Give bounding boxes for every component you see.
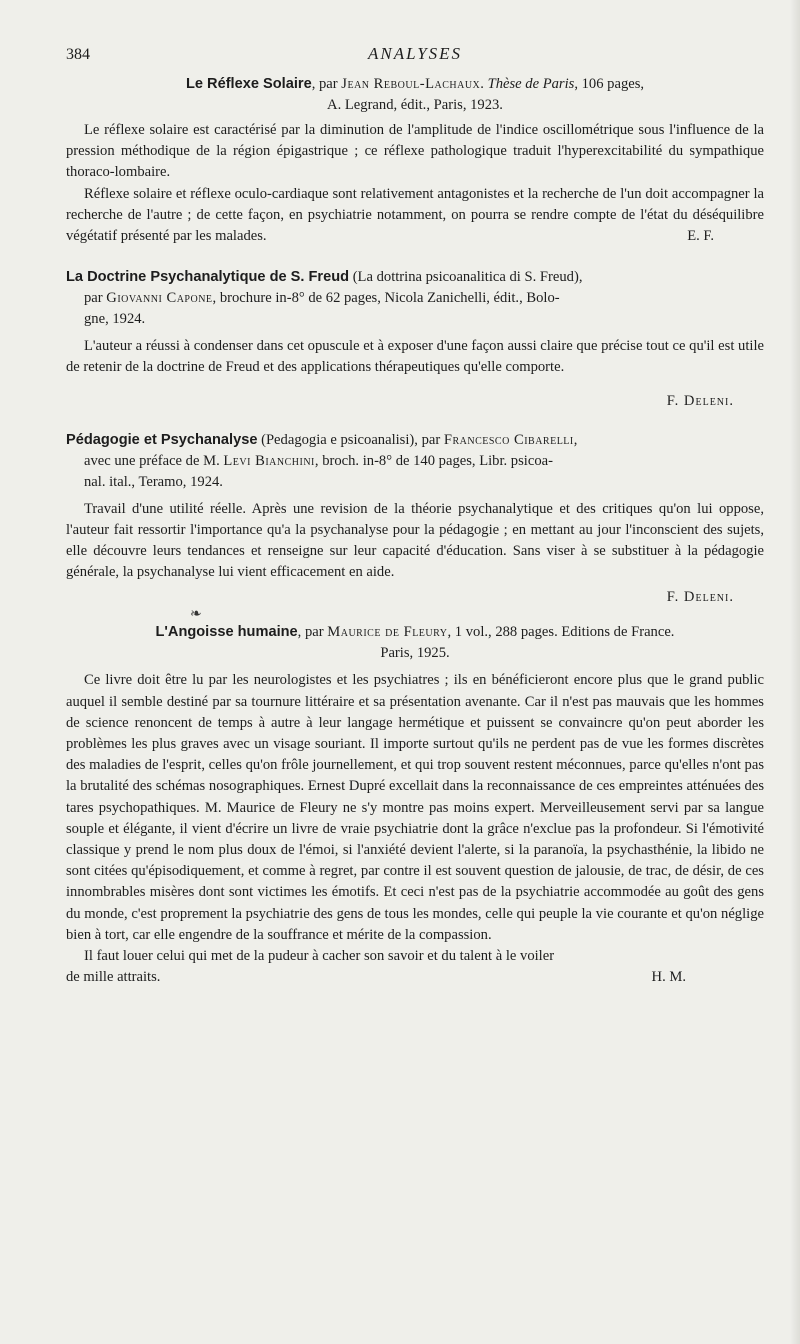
paragraph-end: de mille attraits.	[66, 969, 161, 986]
printer-mark: ❧	[190, 607, 202, 623]
review-heading: Pédagogie et Psychanalyse (Pedagogia e psicoanalisi), par Francesco Cibarelli, avec une préface de M. Levi Bianchini, broch. in-8° de 140 pages, Libr. psicoa- nal. ital., Teramo, 1924.	[66, 430, 764, 493]
author-name: Jean Reboul-Lachaux	[341, 76, 481, 92]
review-heading: L'Angoisse humaine, par Maurice de Fleury, 1 vol., 288 pages. Editions de France. Paris, 1925.	[66, 622, 764, 664]
author-name: Francesco Cibarelli	[443, 431, 574, 448]
reviewer-signature: H. M.	[651, 969, 686, 986]
publication-details: nal. ital., Teramo, 1924.	[84, 473, 223, 490]
paragraph: Réflexe solaire et réflexe oculo-cardiaque sont relativement antagonistes et la recherche de l'un doit accompagner la recherche de l'autre ; de cette façon, en psychiatrie notamment, on pourra se rendre compte de l'état du déséquilibre végétatif présenté par les malades.	[66, 185, 764, 245]
review-doctrine-freud	[66, 267, 764, 411]
work-title: L'Angoisse humaine	[155, 624, 298, 641]
review-body	[66, 336, 764, 378]
closing-line	[66, 967, 764, 988]
paragraph: Il faut louer celui qui met de la pudeur à cacher son savoir et du talent à le voiler	[84, 948, 555, 965]
reviewer-signature: F. Deleni.	[666, 392, 734, 409]
author-name: Maurice de Fleury	[327, 624, 448, 641]
review-body	[66, 670, 764, 967]
publication-details: Paris, 1925.	[380, 645, 450, 662]
work-title: La Doctrine Psychanalytique de S. Freud	[66, 269, 350, 286]
paragraph: Travail d'une utilité réelle. Après une revision de la théorie psychanalytique et des critiques qu'on lui oppose, l'auteur fait ressortir l'importance qu'a la psychanalyse pour la pédagogie ; en mettant au jour l'inconscient des sujets, elle découvre leurs tendances et renseigne sur leur capacité d'éducation. Sans viser à se substituer à la pédagogie générale, la psychanalyse lui vient efficacement en aide.	[66, 500, 764, 581]
review-reflexe-solaire	[66, 74, 764, 247]
page-number: 384	[66, 46, 90, 63]
review-pedagogie-psychanalyse	[66, 430, 764, 609]
review-heading: La Doctrine Psychanalytique de S. Freud (La dottrina psicoanalitica di S. Freud), par Giovanni Capone, brochure in-8° de 62 pages, Nicola Zanichelli, édit., Bolo- gne, 1924.	[66, 267, 764, 330]
review-heading: Le Réflexe Solaire, par Jean Reboul-Lachaux. Thèse de Paris, 106 pages, A. Legrand, édit., Paris, 1923.	[66, 74, 764, 116]
reviewer-signature: E. F.	[687, 228, 714, 245]
publication-details: A. Legrand, édit., Paris, 1923.	[327, 97, 503, 113]
review-angoisse-humaine	[66, 608, 764, 988]
paragraph: Ce livre doit être lu par les neurologistes et les psychiatres ; ils en bénéficieront encore plus que le grand public auquel il semble destiné par sa tournure littéraire et sa présentation avenante. Car il n'est pas mauvais que les hommes de science renoncent de temps à autre à leur langage hermétique et puissent se convaincre qu'on peut aborder les problèmes les plus graves avec un visage souriant. Il importe surtout qu'ils ne perdent pas de vue les formes discrètes des maladies de l'esprit, celles qu'on frôle journellement, et qui trop souvent restent méconnues, parce qu'elles n'ont pas la brutalité des schémas nosographiques. Ernest Dupré excellait dans la reconnaissance de ces empreintes atténuées des tares psychopathiques. M. Maurice de Fleury ne s'y montre pas moins expert. Merveilleusement servi par sa langue souple et élégante, il vient d'écrire un livre de vraie psychiatrie dont la grâce n'exclue pas la profondeur. Si l'émotivité classique y prend le nom plus doux de l'émoi, si l'anxiété devient l'alerte, si la paranoïa, la psychasthénie, la libido ne sont citées qu'épisodiquement, et comme à regret, par contre il est souvent question de jalousie, de trac, de désir, de ces innombrables misères dont sont victimes les émotifs. Et ceci n'est pas de la psychiatrie accommodée au goût des gens du monde, c'est proprement la psychiatrie des gens de tous les mondes, celle qui peuple la vie courante et qu'on néglige bien à tort, car elle engendre de la souffrance et mérite de la compassion.	[66, 672, 764, 943]
work-title: Le Réflexe Solaire	[185, 76, 312, 92]
review-body	[66, 499, 764, 584]
paragraph: Le réflexe solaire est caractérisé par la diminution de l'amplitude de l'indice oscillométrique sous l'influence de la pression méthodique de la région épigastrique ; ce réflexe pathologique traduit l'hyperexcitabilité du sympathique thoraco-lombaire.	[66, 122, 764, 181]
running-head	[66, 40, 764, 70]
work-title: Pédagogie et Psychanalyse	[66, 431, 258, 448]
publication-details: gne, 1924.	[84, 311, 146, 328]
author-name: Giovanni Capone	[106, 290, 213, 307]
preface-author: Levi Bianchini	[223, 452, 315, 469]
paragraph: L'auteur a réussi à condenser dans cet opuscule et à exposer d'une façon aussi claire que précise tout ce qu'il est utile de retenir de la doctrine de Freud et des applications thérapeutiques qu'elle comporte.	[66, 338, 764, 376]
section-title: ANALYSES	[367, 44, 463, 63]
publication-type: Thèse de Paris	[487, 76, 575, 92]
reviewer-signature: F. Deleni.	[666, 589, 734, 606]
